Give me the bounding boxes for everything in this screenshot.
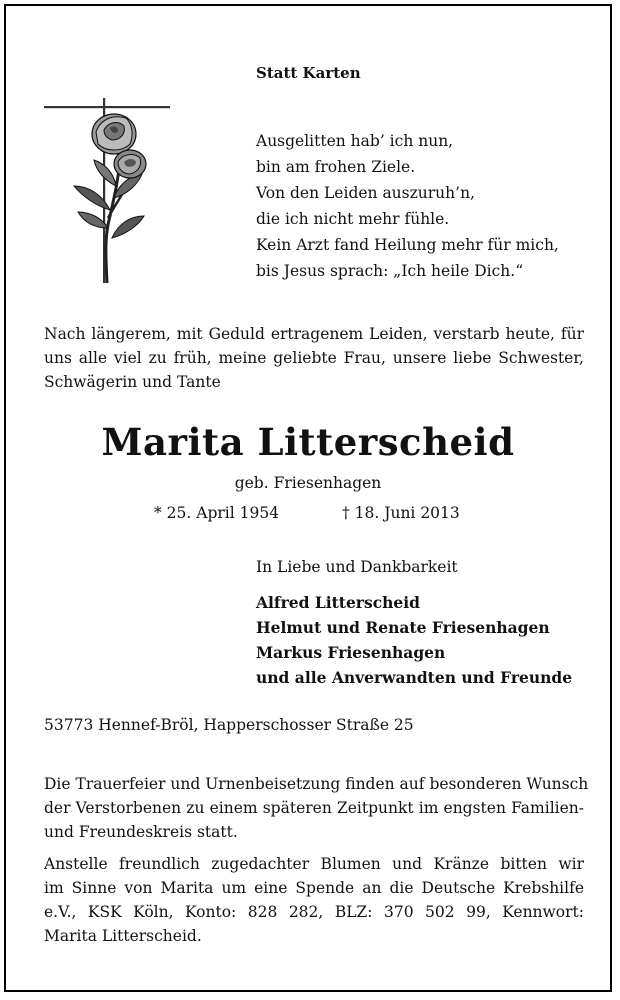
poem-line: bin am frohen Ziele. [256,158,416,176]
funeral-info-line: und Freundeskreis statt. [44,823,238,841]
funeral-info [44,772,589,844]
heading-statt-karten: Statt Karten [256,64,361,82]
obituary-notice [4,4,612,992]
funeral-info-line: Die Trauerfeier und Urnenbeisetzung finden auf besonderen Wunsch [44,775,589,793]
donation-info-line: Anstelle freundlich zugedachter Blumen und Kränze bitten wir [44,855,584,873]
death-date: † 18. Juni 2013 [342,504,460,522]
poem-line: die ich nicht mehr fühle. [256,210,450,228]
maiden-name: geb. Friesenhagen [234,474,382,492]
poem-line: Ausgelitten hab’ ich nun, [256,132,454,150]
poem-line: bis Jesus sprach: „Ich heile Dich.“ [256,262,524,280]
mourner-name: Markus Friesenhagen [256,643,446,662]
deceased-name: Marita Litterscheid [101,420,515,464]
announcement-line: Nach längerem, mit Geduld ertragenem Leiden, verstarb heute, für [44,325,584,343]
donation-info-line: e.V., KSK Köln, Konto: 828 282, BLZ: 370 502 99, Kennwort: [44,903,584,921]
funeral-info-line: der Verstorbenen zu einem späteren Zeitpunkt im engsten Familien- [44,799,584,817]
mourner-name: und alle Anverwandten und Freunde [256,668,573,687]
mourners-list [256,590,572,690]
birth-date: * 25. April 1954 [154,504,280,522]
cross-with-rose-icon [44,98,170,283]
mourner-name: Alfred Litterscheid [256,593,420,612]
mourning-intro: In Liebe und Dankbarkeit [256,558,458,576]
poem-line: Von den Leiden auszuruh’n, [256,184,475,202]
donation-info-line: Marita Litterscheid. [44,927,202,945]
announcement-line: uns alle viel zu früh, meine geliebte Frau, unsere liebe Schwester, [44,349,584,367]
poem [256,128,559,284]
address: 53773 Hennef-Bröl, Happerschosser Straße 25 [44,716,414,734]
announcement-text [44,322,584,394]
announcement-line: Schwägerin und Tante [44,373,221,391]
donation-info-line: im Sinne von Marita um eine Spende an die Deutsche Krebshilfe [44,879,584,897]
donation-info [44,852,584,948]
mourner-name: Helmut und Renate Friesenhagen [256,618,550,637]
poem-line: Kein Arzt fand Heilung mehr für mich, [256,236,559,254]
